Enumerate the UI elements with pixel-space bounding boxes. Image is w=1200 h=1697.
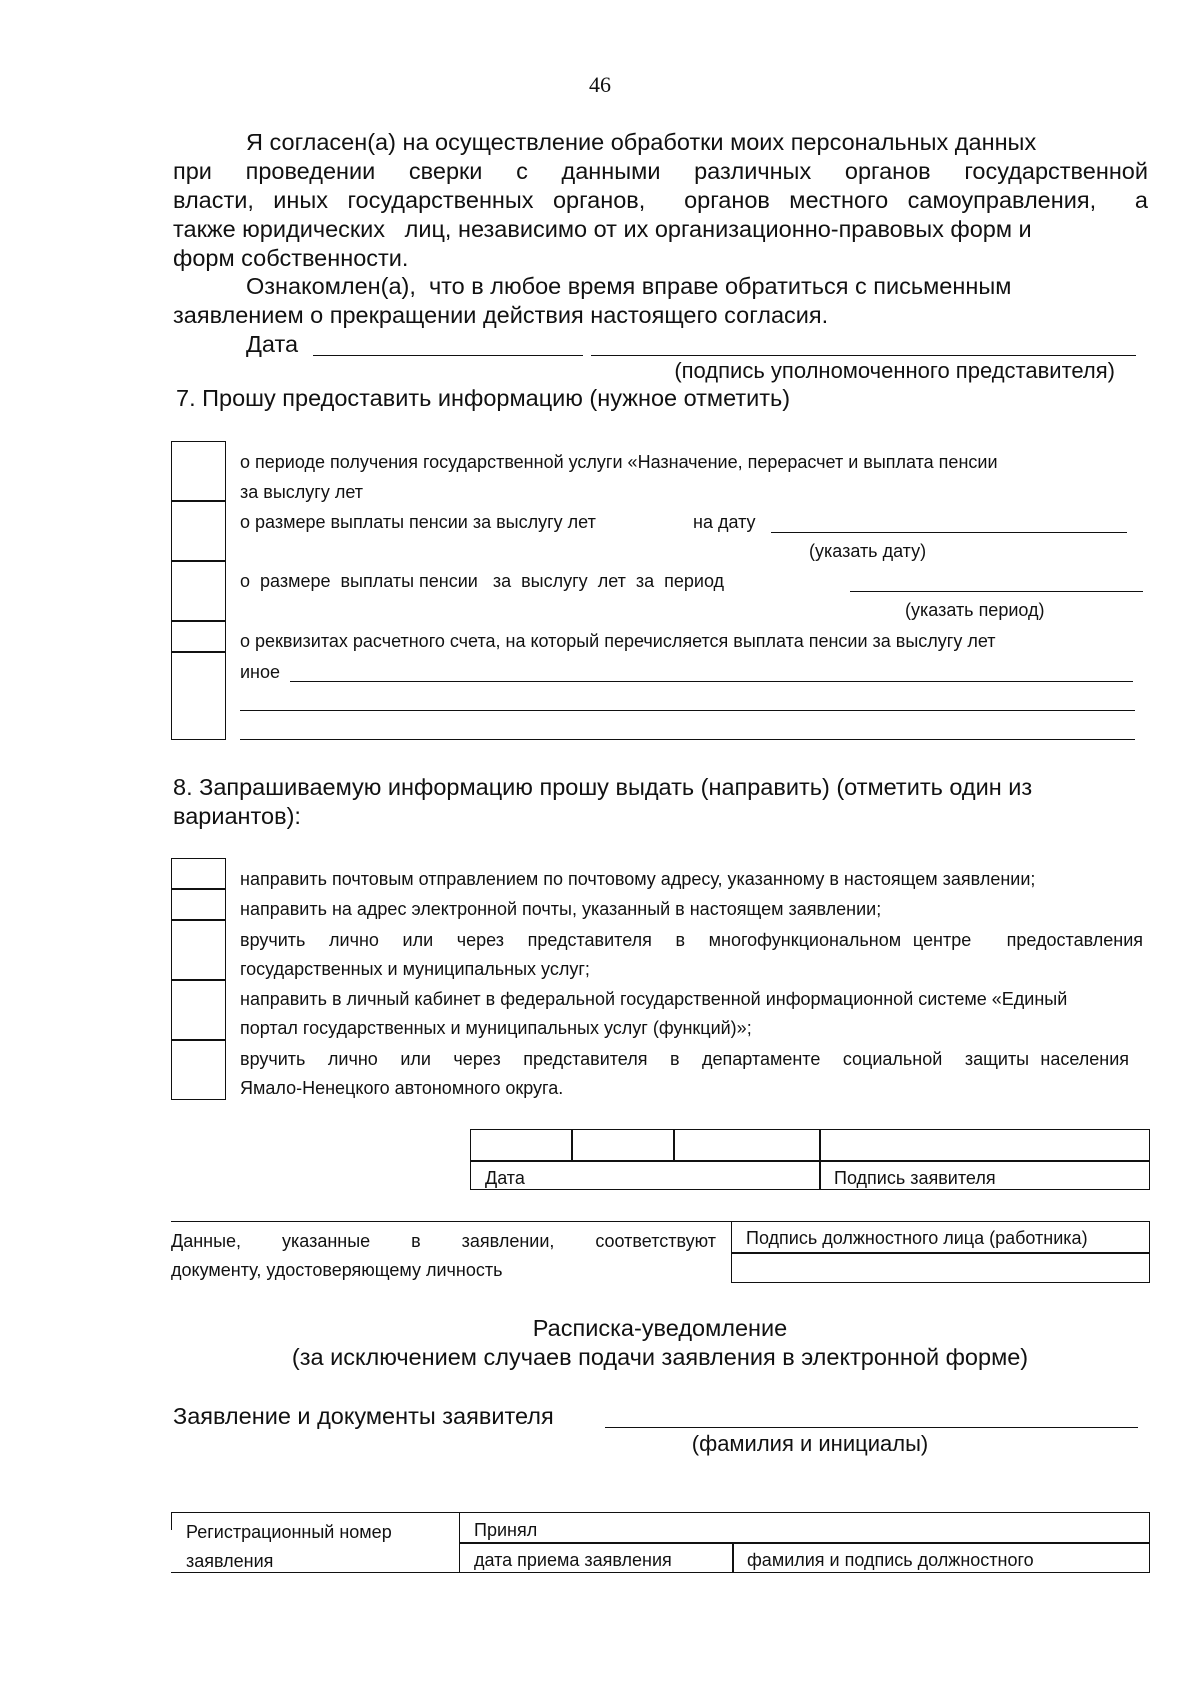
- checkbox-other[interactable]: [171, 651, 226, 740]
- checkbox-gosuslugi[interactable]: [171, 979, 226, 1041]
- reg-number-label-line1: Регистрационный номер: [186, 1522, 392, 1542]
- reg-number-label-line2: заявления: [186, 1551, 274, 1571]
- date-cell-day[interactable]: [470, 1129, 573, 1162]
- consent-line: Ознакомлен(а), что в любое время вправе обратиться с письменным: [246, 273, 1012, 299]
- consent-line: также юридических лиц, независимо от их организационно-правовых форм и: [173, 216, 1032, 242]
- date-cell-year[interactable]: [673, 1129, 821, 1162]
- accept-date-label: дата приема заявления: [474, 1550, 672, 1570]
- delivery-option-mfc-line2: государственных и муниципальных услуг;: [240, 959, 590, 979]
- checkbox-bank-details[interactable]: [171, 620, 226, 653]
- section8-heading-line1: 8. Запрашиваемую информацию прошу выдать (направить) (отметить один из: [173, 774, 1033, 800]
- official-name-label: фамилия и подпись должностного: [747, 1550, 1034, 1570]
- verification-text-line2: документу, удостоверяющему личность: [171, 1260, 503, 1280]
- consent-date-field[interactable]: [313, 355, 583, 356]
- official-name-cell[interactable]: [732, 1542, 1150, 1573]
- reg-table-top: [171, 1512, 461, 1513]
- delivery-option-department-line1: вручить лично или через представителя в департаменте социальной защиты населения: [240, 1049, 1129, 1069]
- delivery-option-gosuslugi-line1: направить в личный кабинет в федеральной государственной информационной системе «Единый: [240, 989, 1068, 1009]
- page-number: 46: [589, 72, 611, 97]
- section7-heading: 7. Прошу предоставить информацию (нужное отметить): [176, 385, 791, 411]
- option-bank-details-label: о реквизитах расчетного счета, на который перечисляется выплата пенсии за выслугу лет: [240, 631, 996, 651]
- documents-label: Заявление и документы заявителя: [173, 1403, 554, 1429]
- checkbox-amount-period[interactable]: [171, 560, 226, 622]
- consent-line: при проведении сверки с данными различных органов государственной: [173, 158, 1148, 184]
- receipt-subtitle: (за исключением случаев подачи заявления в электронной форме): [291, 1344, 1029, 1370]
- other-input-line[interactable]: [240, 710, 1135, 711]
- delivery-option-gosuslugi-line2: портал государственных и муниципальных услуг (функций)»;: [240, 1018, 752, 1038]
- applicant-name-field[interactable]: [605, 1427, 1138, 1428]
- verification-text-line1: Данные, указанные в заявлении, соответствуют: [171, 1231, 716, 1251]
- checkbox-email[interactable]: [171, 888, 226, 921]
- reg-table-left-tick: [171, 1512, 172, 1530]
- option-amount-period-label: о размере выплаты пенсии за выслугу лет за период: [240, 571, 725, 591]
- consent-line: форм собственности.: [173, 245, 409, 271]
- receipt-title: Расписка-уведомление: [532, 1315, 788, 1341]
- section8-heading-line2: вариантов):: [173, 803, 301, 829]
- delivery-option-post: направить почтовым отправлением по почтовому адресу, указанному в настоящем заявлении;: [240, 869, 1036, 889]
- date-caption: (указать дату): [809, 541, 927, 561]
- official-signature-label: Подпись должностного лица (работника): [746, 1228, 1088, 1248]
- verification-top-line: [171, 1221, 733, 1222]
- date-input-line[interactable]: [771, 532, 1127, 533]
- date-cell-month[interactable]: [571, 1129, 675, 1162]
- accepted-label: Принял: [474, 1520, 538, 1540]
- checkbox-post[interactable]: [171, 858, 226, 890]
- option-amount-date-on-label: на дату: [693, 512, 756, 532]
- delivery-option-department-line2: Ямало-Ненецкого автономного округа.: [240, 1078, 564, 1098]
- option-period-line2: за выслугу лет: [240, 482, 363, 502]
- signature-label-cell: [819, 1160, 1150, 1190]
- period-input-line[interactable]: [850, 591, 1143, 592]
- consent-date-label: Дата: [246, 331, 299, 357]
- accept-date-cell[interactable]: [459, 1542, 734, 1573]
- official-signature-cell[interactable]: [731, 1252, 1150, 1283]
- delivery-option-mfc-line1: вручить лично или через представителя в многофункциональном центре предоставления: [240, 930, 1143, 950]
- applicant-signature-cell[interactable]: [819, 1129, 1150, 1162]
- date-label-cell: [470, 1160, 821, 1190]
- option-amount-date-label: о размере выплаты пенсии за выслугу лет: [240, 512, 596, 532]
- checkbox-mfc[interactable]: [171, 919, 226, 981]
- name-caption: (фамилия и инициалы): [691, 1431, 929, 1456]
- period-caption: (указать период): [905, 600, 1045, 620]
- consent-line: власти, иных государственных органов, органов местного самоуправления, а: [173, 187, 1148, 213]
- checkbox-amount-date[interactable]: [171, 500, 226, 562]
- signature-label: Подпись заявителя: [834, 1168, 996, 1188]
- checkbox-period[interactable]: [171, 441, 226, 502]
- date-label: Дата: [485, 1168, 525, 1188]
- official-signature-label-cell: [731, 1221, 1150, 1254]
- consent-line: Я согласен(а) на осуществление обработки моих персональных данных: [246, 129, 1037, 155]
- delivery-option-email: направить на адрес электронной почты, указанный в настоящем заявлении;: [240, 899, 882, 919]
- other-input-line[interactable]: [290, 681, 1133, 682]
- option-period-line1: о периоде получения государственной услуги «Назначение, перерасчет и выплата пенсии: [240, 452, 998, 472]
- other-input-line[interactable]: [240, 739, 1135, 740]
- accepted-label-cell: [459, 1512, 1150, 1544]
- consent-line: заявлением о прекращении действия настоящего согласия.: [173, 302, 829, 328]
- checkbox-department[interactable]: [171, 1039, 226, 1100]
- signature-caption: (подпись уполномоченного представителя): [674, 358, 1115, 383]
- option-other-label: иное: [240, 662, 281, 682]
